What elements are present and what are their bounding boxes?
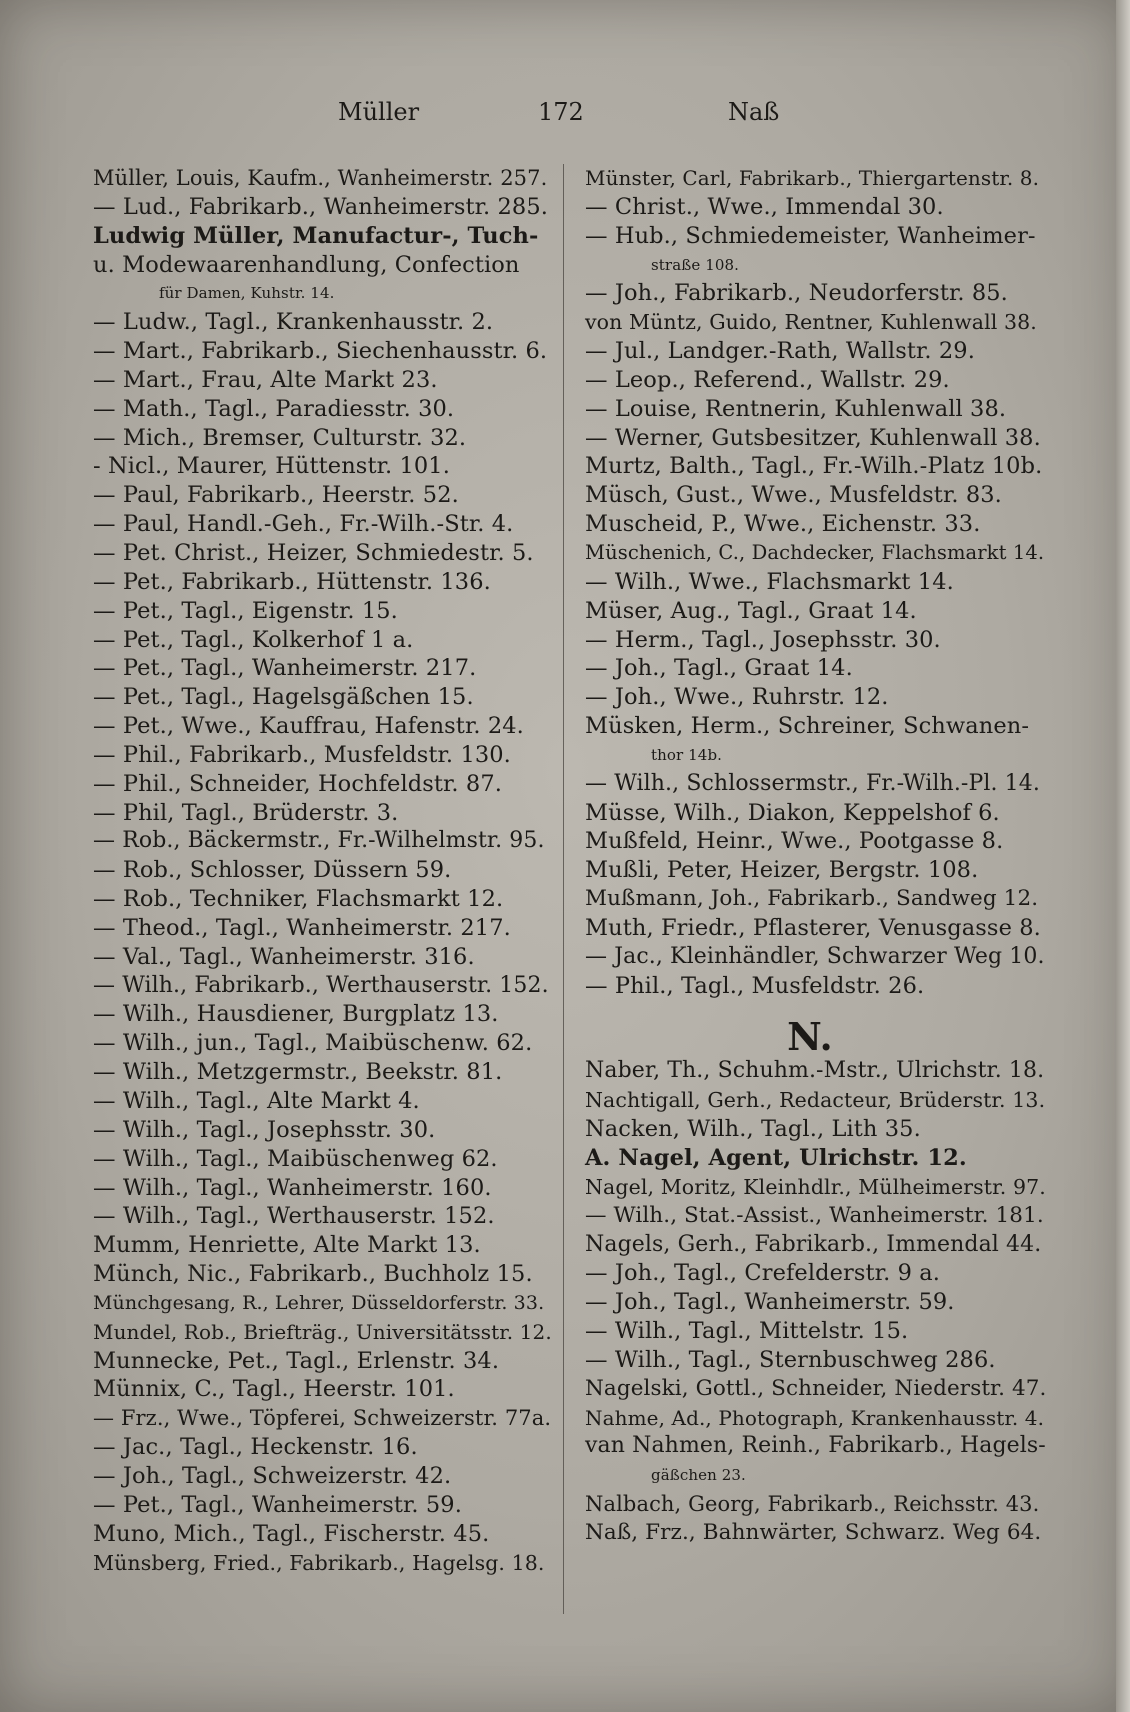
directory-entry: Naß, Frz., Bahnwärter, Schwarz. Weg 64. — [585, 1519, 1042, 1545]
directory-entry: — Pet., Tagl., Hagelsgäßchen 15. — [93, 684, 474, 711]
directory-entry: — Lud., Fabrikarb., Wanheimerstr. 285. — [93, 193, 549, 220]
directory-entry: — Rob., Schlosser, Düssern 59. — [93, 857, 452, 884]
entry-continuation: gäßchen 23. — [651, 1466, 746, 1485]
directory-entry: — Wilh., Hausdiener, Burgplatz 13. — [93, 1001, 499, 1028]
directory-entry: Münster, Carl, Fabrikarb., Thiergartenstr. 8. — [585, 166, 1040, 190]
directory-entry: Mußli, Peter, Heizer, Bergstr. 108. — [585, 857, 979, 884]
directory-entry: — Frz., Wwe., Töpferei, Schweizerstr. 77a. — [93, 1406, 552, 1431]
directory-entry: — Pet. Christ., Heizer, Schmiedestr. 5. — [93, 539, 534, 566]
directory-entry: — Jac., Tagl., Heckenstr. 16. — [93, 1434, 418, 1461]
directory-entry: Mumm, Henriette, Alte Markt 13. — [93, 1232, 481, 1259]
directory-entry: von Müntz, Guido, Rentner, Kuhlenwall 38. — [585, 310, 1037, 335]
directory-entry: — Mich., Bremser, Culturstr. 32. — [93, 424, 467, 451]
directory-entry: — Rob., Techniker, Flachsmarkt 12. — [93, 886, 504, 913]
directory-entry: — Wilh., Tagl., Werthauserstr. 152. — [93, 1203, 495, 1230]
directory-entry: — Ludw., Tagl., Krankenhausstr. 2. — [93, 309, 494, 336]
directory-entry: — Paul, Handl.-Geh., Fr.-Wilh.-Str. 4. — [93, 511, 514, 538]
directory-entry: Müsse, Wilh., Diakon, Keppelshof 6. — [585, 799, 1000, 826]
directory-entry: — Wilh., Tagl., Maibüschenweg 62. — [93, 1145, 498, 1172]
directory-entry: — Wilh., Tagl., Josephsstr. 30. — [93, 1116, 436, 1143]
directory-entry: Muth, Friedr., Pflasterer, Venusgasse 8. — [585, 914, 1041, 941]
directory-entry: — Hub., Schmiedemeister, Wanheimer- — [585, 222, 1036, 249]
directory-entry: — Pet., Tagl., Eigenstr. 15. — [93, 597, 398, 624]
directory-entry: — Wilh., Stat.-Assist., Wanheimerstr. 181. — [585, 1202, 1044, 1228]
directory-entry: Nacken, Wilh., Tagl., Lith 35. — [585, 1116, 921, 1143]
directory-entry: — Phil., Fabrikarb., Musfeldstr. 130. — [93, 741, 511, 768]
directory-entry: Münsberg, Fried., Fabrikarb., Hagelsg. 18. — [93, 1550, 545, 1575]
directory-entry: Müschenich, C., Dachdecker, Flachsmarkt 14. — [585, 540, 1045, 564]
directory-entry: Mußmann, Joh., Fabrikarb., Sandweg 12. — [585, 886, 1039, 912]
directory-entry: Müller, Louis, Kaufm., Wanheimerstr. 257. — [93, 166, 548, 190]
directory-entry: Ludwig Müller, Manufactur-, Tuch- — [93, 222, 539, 249]
directory-entry: Nagelski, Gottl., Schneider, Niederstr. 47. — [585, 1375, 1047, 1401]
entry-continuation: straße 108. — [651, 255, 740, 274]
directory-entry: Muno, Mich., Tagl., Fischerstr. 45. — [93, 1520, 490, 1547]
directory-entry: van Nahmen, Reinh., Fabrikarb., Hagels- — [585, 1433, 1046, 1459]
directory-entry: — Pet., Tagl., Wanheimerstr. 217. — [93, 655, 477, 682]
directory-entry: Muscheid, P., Wwe., Eichenstr. 33. — [585, 511, 981, 538]
directory-entry: — Jac., Kleinhändler, Schwarzer Weg 10. — [585, 943, 1045, 969]
directory-entry: Munnecke, Pet., Tagl., Erlenstr. 34. — [93, 1347, 500, 1374]
right-column — [585, 164, 1045, 1548]
directory-entry: — Wilh., Schlossermstr., Fr.-Wilh.-Pl. 14. — [585, 770, 1040, 796]
directory-entry: — Math., Tagl., Paradiesstr. 30. — [93, 395, 455, 422]
directory-entry: Müsch, Gust., Wwe., Musfeldstr. 83. — [585, 482, 1002, 509]
directory-entry: — Louise, Rentnerin, Kuhlenwall 38. — [585, 395, 1007, 422]
directory-entry: — Wilh., Wwe., Flachsmarkt 14. — [585, 568, 954, 595]
directory-entry: — Wilh., Tagl., Sternbuschweg 286. — [585, 1346, 996, 1373]
directory-entry: — Rob., Bäckermstr., Fr.-Wilhelmstr. 95. — [93, 828, 545, 854]
header-right-keyword: Naß — [728, 98, 780, 126]
section-heading: N. — [787, 1014, 833, 1060]
directory-entry: — Mart., Frau, Alte Markt 23. — [93, 366, 438, 393]
directory-entry: — Pet., Tagl., Kolkerhof 1 a. — [93, 626, 414, 653]
directory-entry: Naber, Th., Schuhm.-Mstr., Ulrichstr. 18. — [585, 1058, 1045, 1084]
directory-entry: — Wilh., jun., Tagl., Maibüschenw. 62. — [93, 1030, 533, 1057]
directory-entry: — Wilh., Tagl., Wanheimerstr. 160. — [93, 1174, 492, 1201]
directory-entry: — Joh., Wwe., Ruhrstr. 12. — [585, 684, 889, 711]
directory-entry: — Christ., Wwe., Immendal 30. — [585, 193, 944, 220]
page-number: 172 — [538, 98, 584, 126]
directory-entry: — Wilh., Fabrikarb., Werthauserstr. 152. — [93, 972, 549, 998]
directory-entry: — Joh., Tagl., Schweizerstr. 42. — [93, 1462, 452, 1489]
directory-entry: u. Modewaarenhandlung, Confection — [93, 251, 520, 278]
entry-continuation: für Damen, Kuhstr. 14. — [159, 284, 335, 303]
directory-entry: — Pet., Tagl., Wanheimerstr. 59. — [93, 1491, 462, 1518]
directory-entry: Nachtigall, Gerh., Redacteur, Brüderstr. 13. — [585, 1088, 1046, 1113]
directory-entry: — Werner, Gutsbesitzer, Kuhlenwall 38. — [585, 424, 1041, 451]
directory-entry: — Jul., Landger.-Rath, Wallstr. 29. — [585, 338, 975, 365]
directory-entry: - Nicl., Maurer, Hüttenstr. 101. — [93, 453, 450, 480]
directory-entry: — Val., Tagl., Wanheimerstr. 316. — [93, 943, 475, 970]
directory-entry: Nagel, Moritz, Kleinhdlr., Mülheimerstr. 97. — [585, 1174, 1046, 1199]
directory-entry: — Herm., Tagl., Josephsstr. 30. — [585, 626, 941, 653]
directory-entry: Mundel, Rob., Briefträg., Universitätsstr. 12. — [93, 1319, 552, 1344]
directory-entry: — Paul, Fabrikarb., Heerstr. 52. — [93, 482, 459, 509]
header-left-keyword: Müller — [338, 98, 420, 126]
entry-continuation: thor 14b. — [651, 745, 723, 764]
directory-entry: Mußfeld, Heinr., Wwe., Pootgasse 8. — [585, 828, 1004, 855]
directory-entry: — Wilh., Tagl., Mittelstr. 15. — [585, 1318, 909, 1345]
page-edge — [1116, 0, 1130, 1712]
directory-entry: Münchgesang, R., Lehrer, Düsseldorferstr. 33. — [93, 1291, 545, 1314]
directory-entry: — Phil., Tagl., Musfeldstr. 26. — [585, 972, 925, 999]
directory-entry: Münch, Nic., Fabrikarb., Buchholz 15. — [93, 1261, 533, 1288]
directory-entry: — Pet., Fabrikarb., Hüttenstr. 136. — [93, 568, 491, 595]
directory-entry: Nalbach, Georg, Fabrikarb., Reichsstr. 43. — [585, 1492, 1040, 1517]
directory-entry: Nagels, Gerh., Fabrikarb., Immendal 44. — [585, 1231, 1042, 1257]
running-header — [0, 98, 1130, 138]
directory-entry: — Joh., Tagl., Crefelderstr. 9 a. — [585, 1260, 941, 1287]
directory-entry: Nahme, Ad., Photograph, Krankenhausstr. 4. — [585, 1405, 1045, 1430]
column-divider — [563, 164, 564, 1614]
directory-entry: — Joh., Tagl., Wanheimerstr. 59. — [585, 1289, 955, 1316]
directory-entry: Müsken, Herm., Schreiner, Schwanen- — [585, 713, 1030, 740]
directory-entry: Müser, Aug., Tagl., Graat 14. — [585, 597, 917, 624]
directory-entry: — Leop., Referend., Wallstr. 29. — [585, 366, 950, 393]
directory-entry: — Wilh., Metzgermstr., Beekstr. 81. — [93, 1059, 503, 1086]
directory-entry: — Theod., Tagl., Wanheimerstr. 217. — [93, 914, 511, 941]
directory-entry: — Phil., Schneider, Hochfeldstr. 87. — [93, 770, 503, 797]
directory-entry: — Joh., Fabrikarb., Neudorferstr. 85. — [585, 280, 1008, 307]
directory-entry: Münnix, C., Tagl., Heerstr. 101. — [93, 1376, 455, 1403]
directory-entry: — Mart., Fabrikarb., Siechenhausstr. 6. — [93, 338, 548, 365]
directory-entry: A. Nagel, Agent, Ulrichstr. 12. — [585, 1145, 967, 1171]
directory-entry: — Pet., Wwe., Kauffrau, Hafenstr. 24. — [93, 713, 524, 740]
left-column — [93, 164, 553, 1577]
directory-entry: — Joh., Tagl., Graat 14. — [585, 655, 853, 682]
directory-entry: Murtz, Balth., Tagl., Fr.-Wilh.-Platz 10b. — [585, 453, 1043, 480]
directory-entry: — Phil, Tagl., Brüderstr. 3. — [93, 799, 399, 826]
directory-entry: — Wilh., Tagl., Alte Markt 4. — [93, 1088, 420, 1114]
